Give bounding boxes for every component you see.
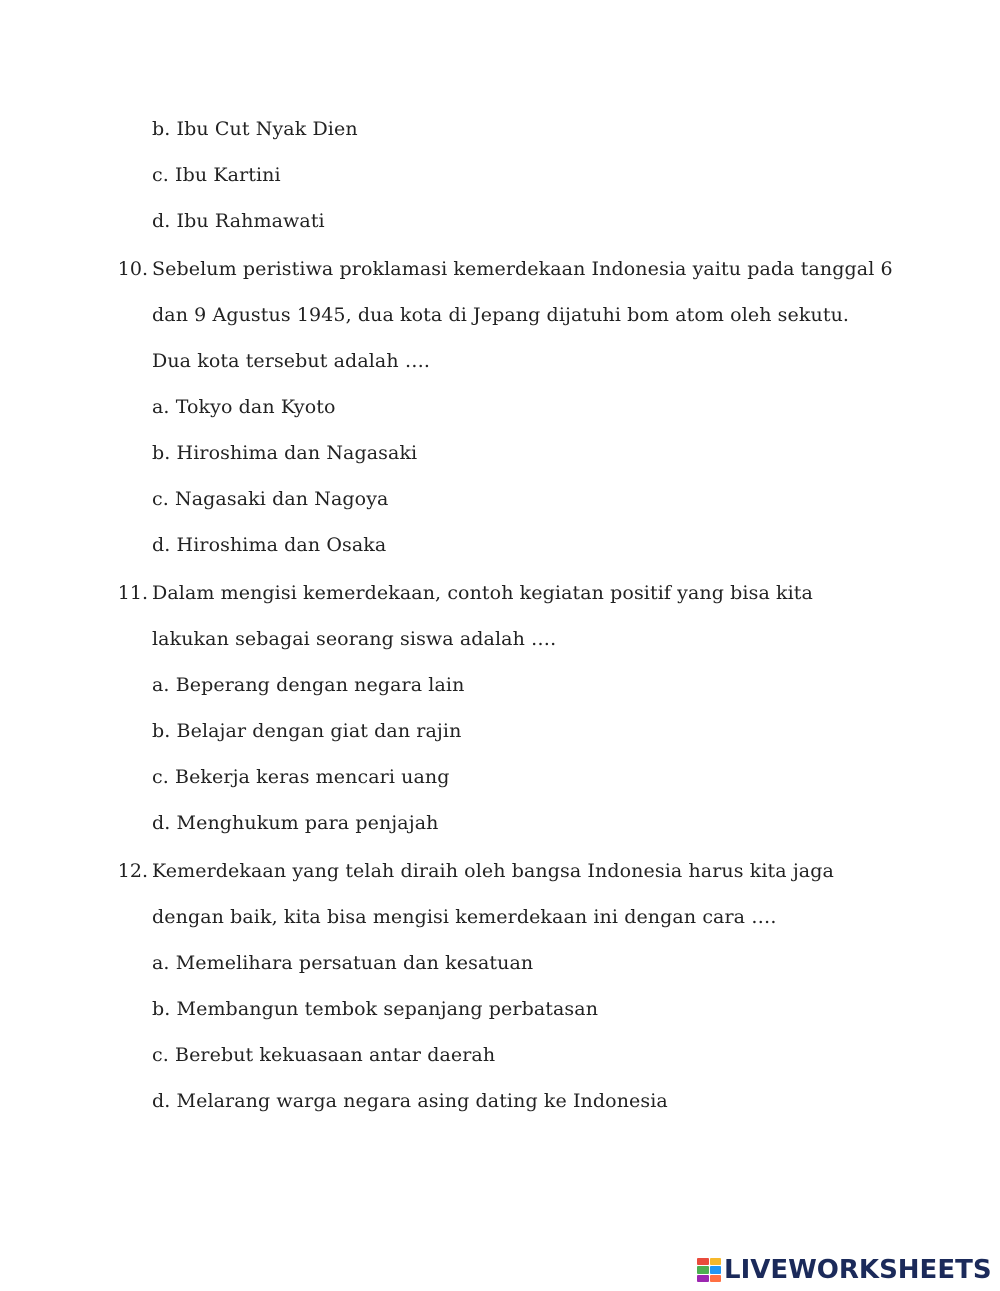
q12-option-b: b. Membangun tembok sepanjang perbatasan [152,998,599,1020]
q10-option-b: b. Hiroshima dan Nagasaki [152,442,418,464]
q11-option-b: b. Belajar dengan giat dan rajin [152,720,462,742]
q10-question-line-3: Dua kota tersebut adalah …. [152,350,431,372]
q12-question-line-2: dengan baik, kita bisa mengisi kemerdekaan ini dengan cara …. [152,906,777,928]
logo-block [710,1258,722,1265]
q10-option-d: d. Hiroshima dan Osaka [152,534,387,556]
brand-name: LIVEWORKSHEETS [724,1255,992,1285]
q9-option-b: b. Ibu Cut Nyak Dien [152,118,358,140]
q9-option-c: c. Ibu Kartini [152,164,281,186]
q12-number: 12. [117,860,148,882]
q9-option-d: d. Ibu Rahmawati [152,210,325,232]
logo-block [697,1275,709,1282]
q11-option-d: d. Menghukum para penjajah [152,812,439,834]
q10-option-a: a. Tokyo dan Kyoto [152,396,336,418]
q11-option-c: c. Bekerja keras mencari uang [152,766,450,788]
q12-option-d: d. Melarang warga negara asing dating ke Indonesia [152,1090,668,1112]
logo-block [710,1275,722,1282]
q12-question-line-1: Kemerdekaan yang telah diraih oleh bangsa Indonesia harus kita jaga [152,860,834,882]
logo-blocks-icon [697,1258,721,1282]
q11-option-a: a. Beperang dengan negara lain [152,674,465,696]
q10-number: 10. [117,258,148,280]
q10-question-line-1: Sebelum peristiwa proklamasi kemerdekaan Indonesia yaitu pada tanggal 6 [152,258,893,280]
q12-option-a: a. Memelihara persatuan dan kesatuan [152,952,534,974]
q12-option-c: c. Berebut kekuasaan antar daerah [152,1044,496,1066]
q11-question-line-1: Dalam mengisi kemerdekaan, contoh kegiatan positif yang bisa kita [152,582,813,604]
logo-block [697,1266,709,1273]
q11-number: 11. [117,582,148,604]
q11-question-line-2: lakukan sebagai seorang siswa adalah …. [152,628,557,650]
liveworksheets-logo [697,1255,992,1285]
logo-block [697,1258,709,1265]
q10-question-line-2: dan 9 Agustus 1945, dua kota di Jepang dijatuhi bom atom oleh sekutu. [152,304,850,326]
q10-option-c: c. Nagasaki dan Nagoya [152,488,389,510]
logo-block [710,1266,722,1273]
